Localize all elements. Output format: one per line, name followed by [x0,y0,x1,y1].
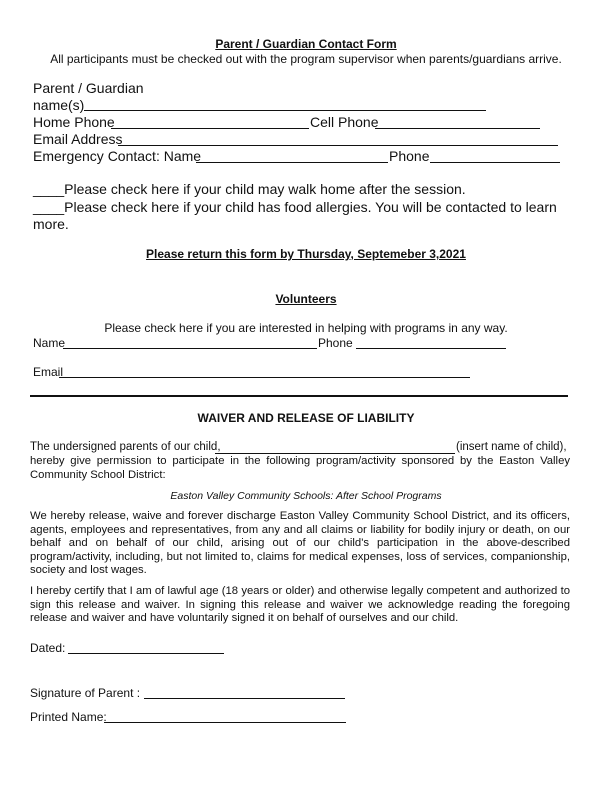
email-address-label: Email Address [33,131,123,147]
contact-form-title: Parent / Guardian Contact Form [215,37,397,51]
cell-phone-label: Cell Phone [310,114,379,130]
waiver-certify-text: I hereby certify that I am of lawful age (18 years or older) and otherwise legally competent and authorized to sign this release and waiver. In signing this release and waiver we acknowledge reading the foregoing release and waiver and have voluntarily signed it on behalf of ourselves and our child. [30,585,570,625]
waiver-child-line-end: (insert name of child), [456,441,567,453]
signature-label: Signature of Parent : [30,686,141,700]
parent-names-label: name(s) [33,97,85,113]
waiver-permission-text: hereby give permission to participate in the following program/activity sponsored by the Easton Valley Community School District: [30,455,570,481]
volunteers-instruction: Please check here if you are interested in helping with programs in any way. [104,321,508,335]
cell-phone-field[interactable] [375,128,540,129]
return-notice: Please return this form by Thursday, Septemeber 3,2021 [146,247,466,261]
walk-home-checkbox[interactable]: ____Please check here if your child may walk home after the session. [33,181,466,197]
emergency-contact-field[interactable] [196,162,560,163]
program-name: Easton Valley Community Schools: After School Programs [170,490,442,502]
emergency-contact-label: Emergency Contact: Name [33,148,202,164]
parent-names-field[interactable] [84,110,486,111]
section-divider [30,395,568,397]
home-phone-label: Home Phone [33,114,115,130]
food-allergy-continued: more. [33,216,69,232]
home-phone-field[interactable] [111,128,309,129]
printed-name-field[interactable] [104,722,346,723]
emergency-phone-label: Phone [389,148,430,164]
printed-name-label: Printed Name: [30,710,107,724]
parent-guardian-label: Parent / Guardian [33,80,144,96]
waiver-child-line-start: The undersigned parents of our child, [30,441,221,453]
waiver-release-text: We hereby release, waive and forever discharge Easton Valley Community School District, and its officers, agents, employees and representatives, from any and all claims or liability for bodily injury or death, on our behalf and on behalf of our child, arising out of our child's participation in the above-described program/activity, including, but not limited to, claims for medical expenses, loss of services, companionship, society and lost wages. [30,510,570,577]
contact-form-subtitle: All participants must be checked out with the program supervisor when parents/guardians arrive. [50,52,562,66]
volunteer-phone-field[interactable] [356,348,506,349]
volunteer-email-field[interactable] [59,377,470,378]
volunteer-email-label: Email [33,365,64,379]
signature-field[interactable] [144,698,345,699]
waiver-title: WAIVER AND RELEASE OF LIABILITY [197,411,415,425]
dated-label: Dated: [30,641,66,655]
dated-field[interactable] [68,653,224,654]
child-name-field[interactable] [215,453,455,454]
volunteers-title: Volunteers [275,292,337,306]
email-address-field[interactable] [118,145,558,146]
volunteer-phone-label: Phone [318,336,353,350]
volunteer-name-field[interactable] [63,348,317,349]
food-allergy-checkbox[interactable]: ____Please check here if your child has food allergies. You will be contacted to learn [33,199,557,215]
volunteer-name-label: Name [33,336,66,350]
